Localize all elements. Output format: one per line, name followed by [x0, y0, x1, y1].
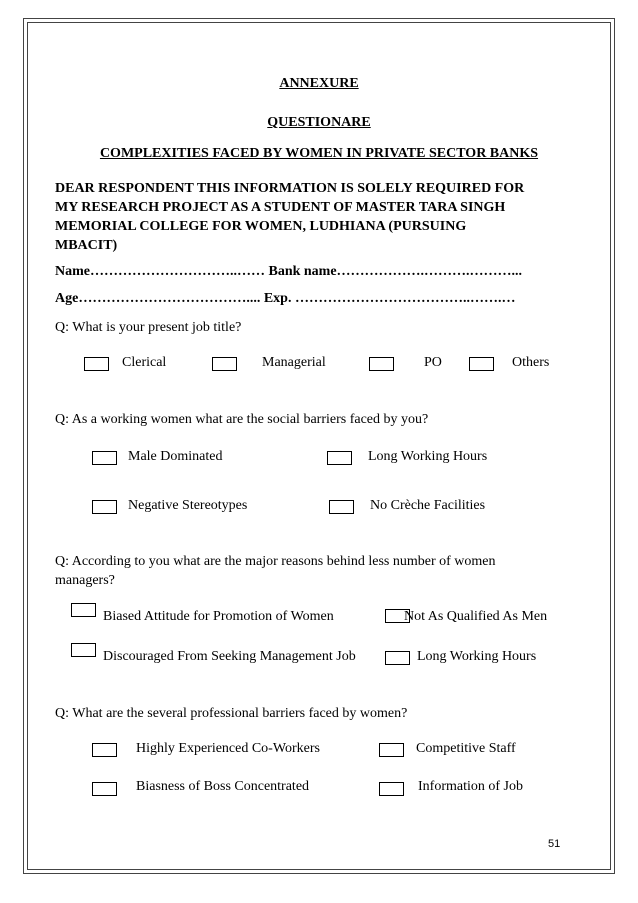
checkbox-long-working-hours-2[interactable] [385, 651, 410, 665]
question-3-line-1: Q: According to you what are the major reasons behind less number of women [55, 554, 496, 569]
option-competitive-staff: Competitive Staff [416, 741, 516, 756]
page-number: 51 [548, 838, 561, 850]
questionnaire-heading: QUESTIONARE [267, 115, 371, 130]
intro-line-4: MBACIT) [55, 238, 118, 253]
option-highly-experienced: Highly Experienced Co-Workers [136, 741, 320, 756]
checkbox-long-working-hours[interactable] [327, 451, 352, 465]
checkbox-negative-stereotypes[interactable] [92, 500, 117, 514]
checkbox-biasness-of-boss[interactable] [92, 782, 117, 796]
checkbox-information-of-job[interactable] [379, 782, 404, 796]
intro-line-3: MEMORIAL COLLEGE FOR WOMEN, LUDHIANA (PURSUING [55, 219, 467, 234]
question-2: Q: As a working women what are the social barriers faced by you? [55, 412, 429, 427]
subtitle: COMPLEXITIES FACED BY WOMEN IN PRIVATE SECTOR BANKS [99, 146, 539, 161]
question-4: Q: What are the several professional barriers faced by women? [55, 706, 408, 721]
option-others: Others [512, 355, 550, 370]
option-biasness-of-boss: Biasness of Boss Concentrated [136, 779, 310, 794]
intro-line-2: MY RESEARCH PROJECT AS A STUDENT OF MASTER TARA SINGH [55, 200, 506, 215]
name-bank-field[interactable]: Name…………………………..…… Bank name……………….……….………... [55, 264, 523, 279]
option-managerial: Managerial [262, 355, 326, 370]
option-long-working-hours-2: Long Working Hours [417, 649, 537, 664]
option-negative-stereotypes: Negative Stereotypes [128, 498, 248, 513]
option-po: PO [424, 355, 442, 370]
annexure-heading: ANNEXURE [279, 76, 359, 91]
checkbox-others[interactable] [469, 357, 494, 371]
option-biased-attitude: Biased Attitude for Promotion of Women [103, 609, 334, 624]
option-information-of-job: Information of Job [418, 779, 523, 794]
option-long-working-hours: Long Working Hours [368, 449, 488, 464]
checkbox-no-creche[interactable] [329, 500, 354, 514]
checkbox-highly-experienced[interactable] [92, 743, 117, 757]
checkbox-biased-attitude[interactable] [71, 603, 96, 617]
checkbox-managerial[interactable] [212, 357, 237, 371]
age-exp-field[interactable]: Age……………………………….... Exp. ………………………………..…….… [55, 291, 516, 306]
option-not-as-qualified: Not As Qualified As Men [404, 609, 548, 624]
checkbox-competitive-staff[interactable] [379, 743, 404, 757]
checkbox-discouraged[interactable] [71, 643, 96, 657]
option-discouraged: Discouraged From Seeking Management Job [103, 649, 356, 664]
option-male-dominated: Male Dominated [128, 449, 223, 464]
checkbox-male-dominated[interactable] [92, 451, 117, 465]
intro-line-1: DEAR RESPONDENT THIS INFORMATION IS SOLELY REQUIRED FOR [55, 181, 525, 196]
question-3-line-2: managers? [55, 573, 115, 588]
option-no-creche: No Crèche Facilities [370, 498, 486, 513]
question-1: Q: What is your present job title? [55, 320, 242, 335]
option-clerical: Clerical [122, 355, 167, 370]
checkbox-clerical[interactable] [84, 357, 109, 371]
checkbox-po[interactable] [369, 357, 394, 371]
